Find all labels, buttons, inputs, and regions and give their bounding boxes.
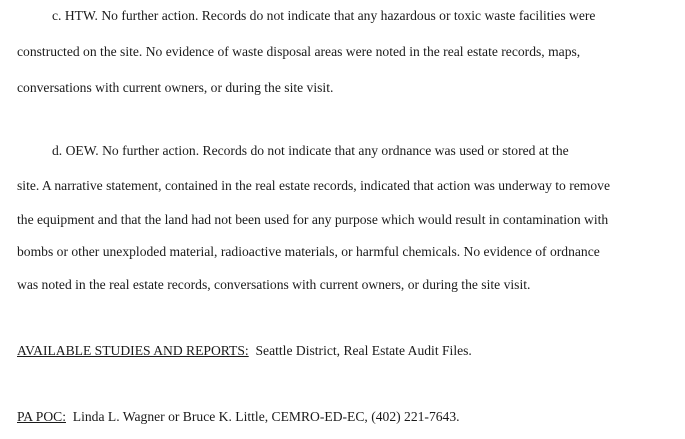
pa-poc-text: Linda L. Wagner or Bruce K. Little, CEMRO-ED-EC, (402) 221-7643. [72, 409, 460, 424]
htw-line-2: constructed on the site. No evidence of waste disposal areas were noted in the real estate records, maps, [17, 44, 581, 59]
oew-line-3: the equipment and that the land had not been used for any purpose which would result in contamination with [17, 212, 609, 227]
oew-line-1: d. OEW. No further action. Records do not indicate that any ordnance was used or stored at the [52, 143, 569, 158]
oew-line-5: was noted in the real estate records, conversations with current owners, or during the site visit. [17, 277, 531, 292]
pa-poc-label: PA POC: [17, 409, 66, 424]
oew-line-2: site. A narrative statement, contained in the real estate records, indicated that action was underway to remove [17, 178, 610, 193]
available-studies-line [17, 343, 472, 359]
available-studies-label: AVAILABLE STUDIES AND REPORTS: [17, 343, 249, 358]
pa-poc-line [17, 409, 460, 425]
htw-line-3: conversations with current owners, or during the site visit. [17, 80, 334, 95]
available-studies-text: Seattle District, Real Estate Audit Files. [255, 343, 472, 358]
htw-line-1: c. HTW. No further action. Records do not indicate that any hazardous or toxic waste facilities were [52, 8, 596, 23]
oew-line-4: bombs or other unexploded material, radioactive materials, or harmful chemicals. No evidence of ordnance [17, 244, 600, 259]
